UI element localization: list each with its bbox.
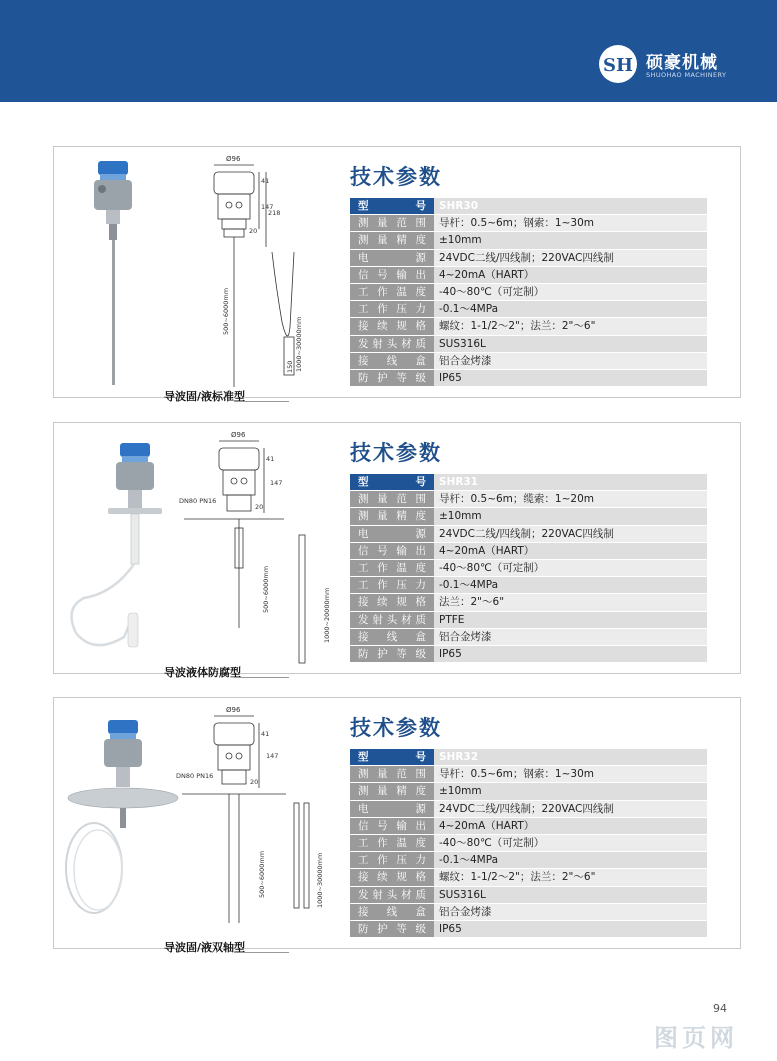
spec-row — [350, 369, 707, 386]
dimension-drawing — [214, 165, 294, 387]
spec-label: 接续规格 — [350, 594, 434, 611]
spec-label: 接线盒 — [350, 352, 434, 369]
dim-20: 20 — [249, 227, 258, 235]
dim-218: 218 — [268, 209, 281, 217]
spec-row — [350, 232, 707, 249]
spec-label: 发射头材质 — [350, 335, 434, 352]
spec-row — [350, 542, 707, 559]
spec-row — [350, 559, 707, 576]
spec-value: IP65 — [434, 920, 707, 937]
spec-label: 测量范围 — [350, 215, 434, 232]
spec-table — [350, 749, 707, 938]
dim-147: 147 — [266, 752, 279, 760]
spec-label: 测量范围 — [350, 766, 434, 783]
spec-label: 工作压力 — [350, 852, 434, 869]
spec-label: 型号 — [350, 749, 434, 766]
spec-value: 导杆：0.5~6m；钢索：1~30m — [434, 766, 707, 783]
spec-label: 信号输出 — [350, 542, 434, 559]
spec-value: SUS316L — [434, 886, 707, 903]
spec-value: IP65 — [434, 369, 707, 386]
brand-name: 硕豪机械 — [646, 53, 718, 73]
spec-row — [350, 920, 707, 937]
spec-row — [350, 318, 707, 335]
product-caption: 导波固/液标准型 — [164, 390, 246, 403]
spec-row — [350, 766, 707, 783]
spec-row — [350, 834, 707, 851]
caption-line — [234, 952, 289, 953]
spec-value: -40～80℃（可定制） — [434, 283, 707, 300]
spec-label: 接续规格 — [350, 869, 434, 886]
product-drawing — [54, 147, 344, 397]
spec-label: 发射头材质 — [350, 611, 434, 628]
dim-rod-length: 500~6000mm — [262, 565, 270, 613]
product-drawing — [54, 423, 344, 673]
dim-diameter: Ø96 — [231, 431, 246, 439]
dim-flange: DN80 PN16 — [179, 497, 217, 505]
dim-flange: DN80 PN16 — [176, 772, 214, 780]
product-card-shr30 — [53, 146, 741, 403]
spec-value: ±10mm — [434, 508, 707, 525]
dim-20: 20 — [255, 503, 264, 511]
product-caption: 导波液体防腐型 — [164, 666, 241, 679]
spec-value: 4~20mA（HART） — [434, 266, 707, 283]
spec-value: ±10mm — [434, 783, 707, 800]
spec-value: -0.1～4MPa — [434, 852, 707, 869]
spec-row — [350, 215, 707, 232]
brand-logo-icon — [598, 44, 638, 84]
spec-label: 测量精度 — [350, 508, 434, 525]
dim-cable-length: 1000~30000mm — [295, 316, 303, 372]
watermark: 图页网 — [654, 1024, 738, 1052]
spec-row — [350, 749, 707, 766]
dim-41: 41 — [266, 455, 275, 463]
spec-row — [350, 886, 707, 903]
spec-row — [350, 645, 707, 662]
spec-value: 24VDC二线/四线制；220VAC四线制 — [434, 249, 707, 266]
spec-value: 螺纹：1-1/2～2"；法兰：2"～6" — [434, 869, 707, 886]
spec-row — [350, 869, 707, 886]
dim-weight: 150 — [286, 360, 294, 373]
dim-147: 147 — [261, 203, 274, 211]
spec-row — [350, 491, 707, 508]
spec-value: -40～80℃（可定制） — [434, 834, 707, 851]
spec-value: IP65 — [434, 645, 707, 662]
spec-row — [350, 249, 707, 266]
section-title: 技术参数 — [350, 716, 442, 740]
section-title: 技术参数 — [350, 165, 442, 189]
dim-147: 147 — [270, 479, 283, 487]
spec-value: SHR32 — [434, 749, 707, 766]
spec-label: 型号 — [350, 474, 434, 491]
spec-value: 铝合金烤漆 — [434, 352, 707, 369]
dim-41: 41 — [261, 730, 270, 738]
spec-label: 防护等级 — [350, 369, 434, 386]
spec-label: 防护等级 — [350, 920, 434, 937]
spec-label: 接线盒 — [350, 628, 434, 645]
spec-value: 24VDC二线/四线制；220VAC四线制 — [434, 800, 707, 817]
spec-label: 型号 — [350, 198, 434, 215]
spec-label: 发射头材质 — [350, 886, 434, 903]
dim-41: 41 — [261, 177, 270, 185]
spec-label: 接续规格 — [350, 318, 434, 335]
product-photo — [66, 720, 178, 913]
spec-label: 工作温度 — [350, 283, 434, 300]
dim-diameter: Ø96 — [226, 155, 241, 163]
spec-row — [350, 335, 707, 352]
spec-value: 铝合金烤漆 — [434, 903, 707, 920]
spec-row — [350, 474, 707, 491]
dim-rod-length: 500~6000mm — [258, 850, 266, 898]
spec-value: 导杆：0.5~6m；缆索：1~20m — [434, 491, 707, 508]
spec-row — [350, 783, 707, 800]
dim-cable-length: 1000~20000mm — [323, 587, 331, 643]
spec-value: SUS316L — [434, 335, 707, 352]
dim-20: 20 — [250, 778, 259, 786]
caption-line — [234, 677, 289, 678]
spec-value: SHR31 — [434, 474, 707, 491]
spec-row — [350, 817, 707, 834]
spec-row — [350, 266, 707, 283]
spec-value: PTFE — [434, 611, 707, 628]
brand-subtitle: SHUOHAO MACHINERY — [646, 71, 727, 79]
spec-value: ±10mm — [434, 232, 707, 249]
product-drawing — [54, 698, 344, 948]
product-photo — [94, 161, 132, 385]
spec-table — [350, 474, 707, 663]
dim-rod-length: 500~6000mm — [222, 287, 230, 335]
caption-line — [234, 401, 289, 402]
spec-row — [350, 903, 707, 920]
product-caption: 导波固/液双轴型 — [164, 941, 246, 954]
spec-label: 测量范围 — [350, 491, 434, 508]
spec-value: 螺纹：1-1/2～2"；法兰：2"～6" — [434, 318, 707, 335]
page-number: 94 — [713, 1002, 727, 1015]
spec-label: 工作温度 — [350, 834, 434, 851]
spec-row — [350, 508, 707, 525]
product-card-shr31 — [53, 422, 741, 679]
dim-diameter: Ø96 — [226, 706, 241, 714]
spec-value: -0.1～4MPa — [434, 301, 707, 318]
spec-row — [350, 611, 707, 628]
spec-row — [350, 352, 707, 369]
spec-value: 4~20mA（HART） — [434, 542, 707, 559]
spec-value: 导杆：0.5~6m；钢索：1~30m — [434, 215, 707, 232]
spec-row — [350, 283, 707, 300]
spec-label: 电源 — [350, 800, 434, 817]
spec-label: 信号输出 — [350, 817, 434, 834]
logo-text: SH — [602, 55, 634, 76]
spec-value: 4~20mA（HART） — [434, 817, 707, 834]
spec-label: 工作压力 — [350, 577, 434, 594]
spec-row — [350, 628, 707, 645]
spec-label: 防护等级 — [350, 645, 434, 662]
spec-label: 测量精度 — [350, 783, 434, 800]
dim-cable-length: 1000~30000mm — [316, 852, 324, 908]
spec-value: SHR30 — [434, 198, 707, 215]
spec-value: 24VDC二线/四线制；220VAC四线制 — [434, 525, 707, 542]
spec-row — [350, 301, 707, 318]
spec-row — [350, 525, 707, 542]
dimension-drawing — [182, 716, 309, 923]
spec-row — [350, 594, 707, 611]
section-title: 技术参数 — [350, 441, 442, 465]
page-header — [0, 0, 777, 102]
dimension-drawing — [184, 441, 305, 663]
spec-table — [350, 198, 707, 387]
spec-row — [350, 198, 707, 215]
product-card-shr32 — [53, 697, 741, 954]
spec-label: 电源 — [350, 525, 434, 542]
spec-label: 工作温度 — [350, 559, 434, 576]
spec-label: 接线盒 — [350, 903, 434, 920]
spec-value: -40～80℃（可定制） — [434, 559, 707, 576]
spec-row — [350, 800, 707, 817]
spec-row — [350, 577, 707, 594]
spec-label: 工作压力 — [350, 301, 434, 318]
spec-value: -0.1～4MPa — [434, 577, 707, 594]
spec-value: 铝合金烤漆 — [434, 628, 707, 645]
spec-label: 电源 — [350, 249, 434, 266]
spec-row — [350, 852, 707, 869]
spec-label: 信号输出 — [350, 266, 434, 283]
product-photo — [72, 443, 163, 647]
spec-value: 法兰：2"～6" — [434, 594, 707, 611]
spec-label: 测量精度 — [350, 232, 434, 249]
